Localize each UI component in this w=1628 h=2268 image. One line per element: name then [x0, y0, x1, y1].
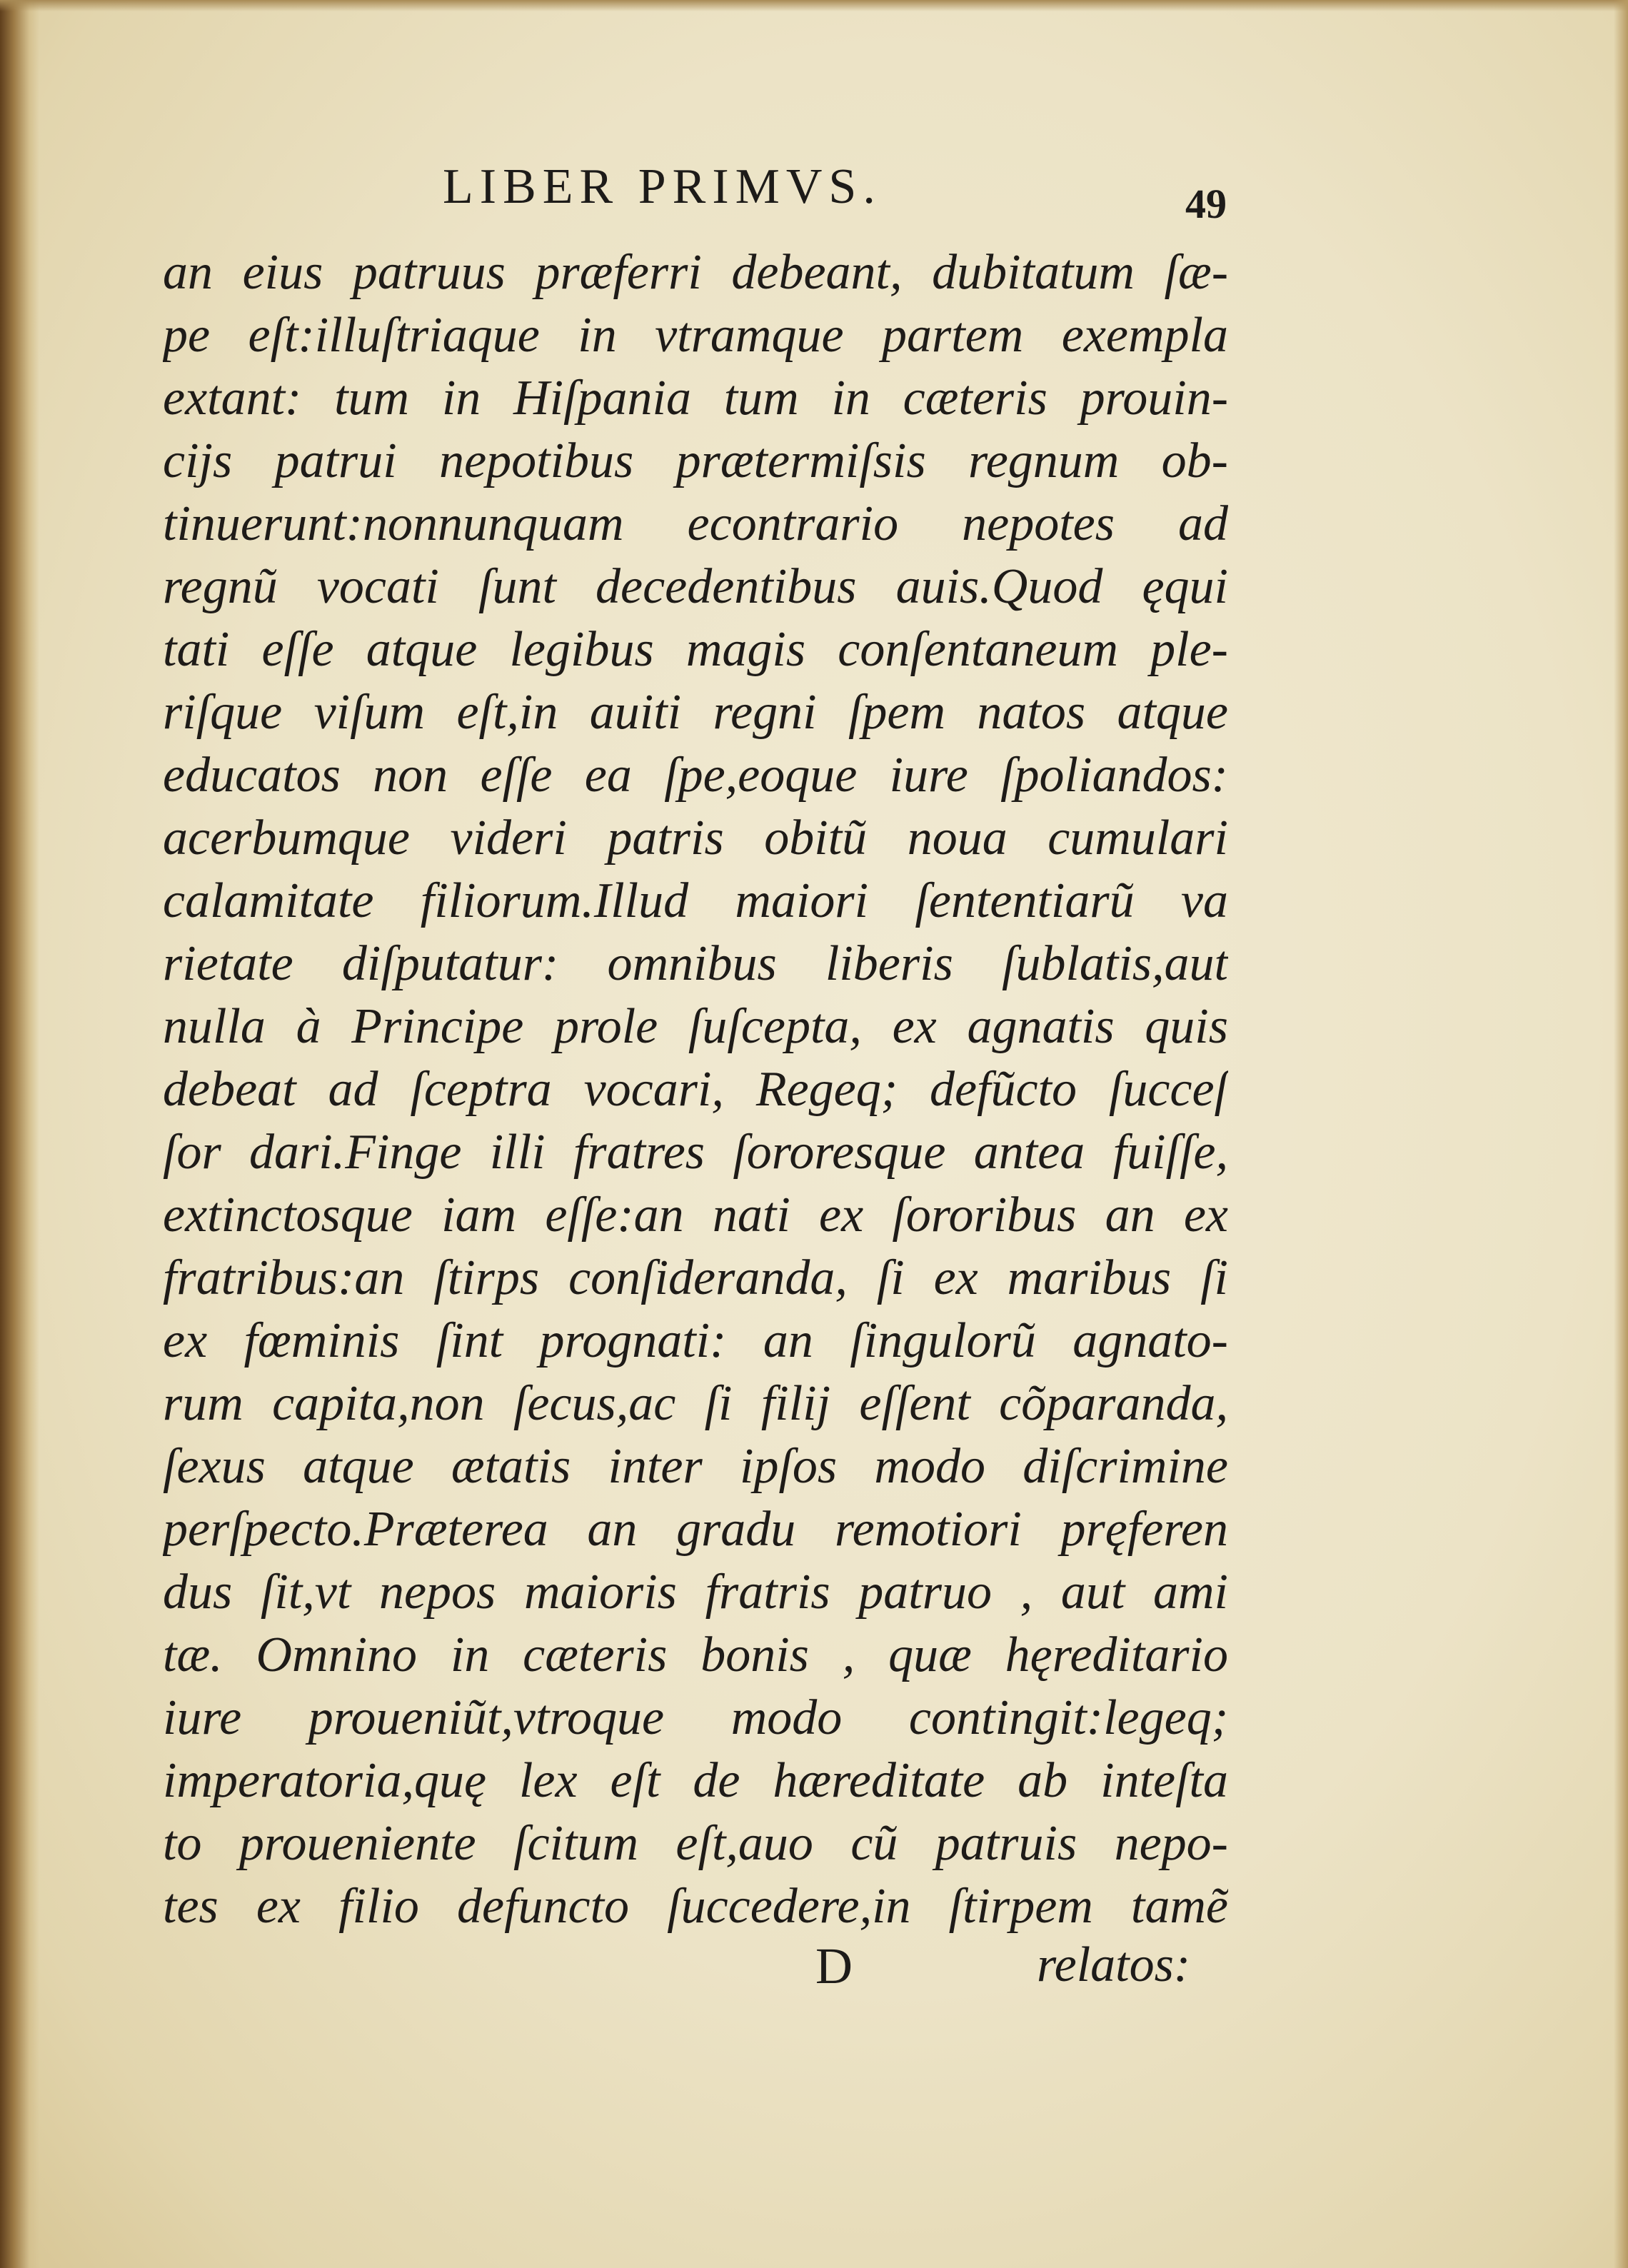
- text-line: extant: tum in Hiſpania tum in cæteris prouin-: [163, 371, 1228, 426]
- running-head: LIBER PRIMVS.: [443, 159, 882, 214]
- text-line: rum capita,non ſecus,ac ſi filij eſſent cõparanda,: [163, 1376, 1228, 1431]
- page-top-edge: [0, 0, 1628, 11]
- text-line: to proueniente ſcitum eſt,auo cũ patruis nepo-: [163, 1816, 1228, 1871]
- text-line: acerbumque videri patris obitũ noua cumulari: [163, 811, 1228, 865]
- text-line: rietate diſputatur: omnibus liberis ſublatis,aut: [163, 936, 1228, 991]
- text-line: imperatoria,quę lex eſt de hæreditate ab inteſta: [163, 1753, 1228, 1808]
- text-line: perſpecto.Præterea an gradu remotiori pręferen: [163, 1502, 1228, 1557]
- text-line: dus ſit,vt nepos maioris fratris patruo , aut ami: [163, 1565, 1228, 1620]
- text-line: tinuerunt:nonnunquam econtrario nepotes ad: [163, 496, 1228, 551]
- text-line: tati eſſe atque legibus magis conſentaneum ple-: [163, 622, 1228, 677]
- text-line: riſque viſum eſt,in auiti regni ſpem natos atque: [163, 685, 1228, 740]
- text-line: regnũ vocati ſunt decedentibus auis.Quod ęqui: [163, 559, 1228, 614]
- text-line: debeat ad ſceptra vocari, Regeq; defũcto ſucceſ: [163, 1062, 1228, 1117]
- text-line: iure proueniũt,vtroque modo contingit:legeq;: [163, 1690, 1228, 1745]
- text-line: ſexus atque ætatis inter ipſos modo diſcrimine: [163, 1439, 1228, 1494]
- signature-mark: D: [815, 1937, 853, 1994]
- text-line: nulla à Principe prole ſuſcepta, ex agnatis quis: [163, 999, 1228, 1054]
- text-line: extinctosque iam eſſe:an nati ex ſororibus an ex: [163, 1188, 1228, 1243]
- catchword: relatos:: [1037, 1937, 1191, 1992]
- text-line: fratribus:an ſtirps conſideranda, ſi ex maribus ſi: [163, 1250, 1228, 1305]
- page-right-edge: [1614, 0, 1628, 2268]
- text-line: an eius patruus præferri debeant, dubitatum ſæ-: [163, 245, 1228, 300]
- page-number: 49: [1185, 181, 1227, 227]
- text-line: ex fœminis ſint prognati: an ſingulorũ agnato-: [163, 1313, 1228, 1368]
- text-line: tæ. Omnino in cæteris bonis , quæ hęreditario: [163, 1627, 1228, 1682]
- text-line: pe eſt:illuſtriaque in vtramque partem exempla: [163, 308, 1228, 363]
- text-line: ſor dari.Finge illi fratres ſororesque antea fuiſſe,: [163, 1125, 1228, 1180]
- page-gutter-shadow: [0, 0, 39, 2268]
- text-line: cijs patrui nepotibus prætermiſsis regnum ob-: [163, 433, 1228, 488]
- body-text: [163, 241, 1228, 1938]
- text-line: tes ex filio defuncto ſuccedere,in ſtirpem tamẽ: [163, 1879, 1228, 1934]
- text-line: calamitate filiorum.Illud maiori ſententiarũ va: [163, 873, 1228, 928]
- text-line: educatos non eſſe ea ſpe,eoque iure ſpoliandos:: [163, 748, 1228, 803]
